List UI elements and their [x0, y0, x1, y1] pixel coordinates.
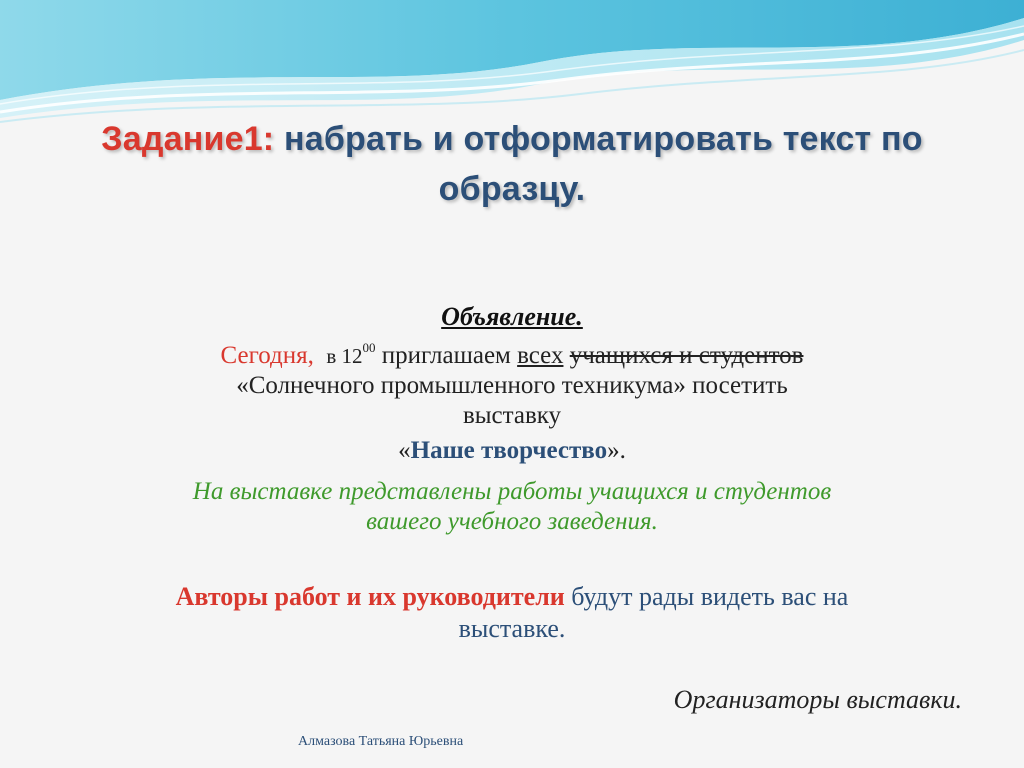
announcement-line-today	[40, 340, 984, 370]
announcement-heading: Объявление.	[441, 302, 583, 331]
authors-line-2: выставке.	[458, 614, 566, 643]
today-word: Сегодня,	[220, 342, 314, 369]
exhibition-name-line	[40, 437, 984, 465]
time-superscript: 00	[362, 340, 376, 355]
title-text: набрать и отформатировать текст по	[284, 120, 923, 158]
green-line-1: На выставке представлены работы учащихся и студентов	[192, 478, 832, 505]
slide-title-line2: образцу.	[438, 170, 586, 208]
announcement-line-exhibition: выставку	[462, 402, 562, 429]
authors-bold: Авторы работ и их руководители	[175, 582, 565, 611]
quote-close: ».	[607, 437, 626, 464]
struck-text: учащихся и студентов	[569, 342, 804, 369]
quote-open: «	[398, 437, 411, 464]
invite-word: приглашаем	[381, 342, 511, 369]
slide-title	[60, 120, 964, 159]
author-footer: Алмазова Татьяна Юрьевна	[298, 734, 464, 749]
authors-rest: будут рады видеть вас на	[571, 582, 849, 611]
time-text	[326, 340, 376, 368]
time-value: в 12	[326, 344, 363, 368]
title-task-label: Задание1:	[101, 120, 275, 158]
wave-header-decoration	[0, 0, 1024, 130]
organizers-signature: Организаторы выставки.	[673, 685, 962, 714]
all-word: всех	[517, 342, 564, 369]
exhibition-name: Наше творчество	[410, 437, 608, 464]
announcement-line-technikum: «Солнечного промышленного техникума» посетить	[236, 372, 788, 399]
authors-line	[40, 582, 984, 612]
green-line-2: вашего учебного заведения.	[366, 508, 658, 535]
